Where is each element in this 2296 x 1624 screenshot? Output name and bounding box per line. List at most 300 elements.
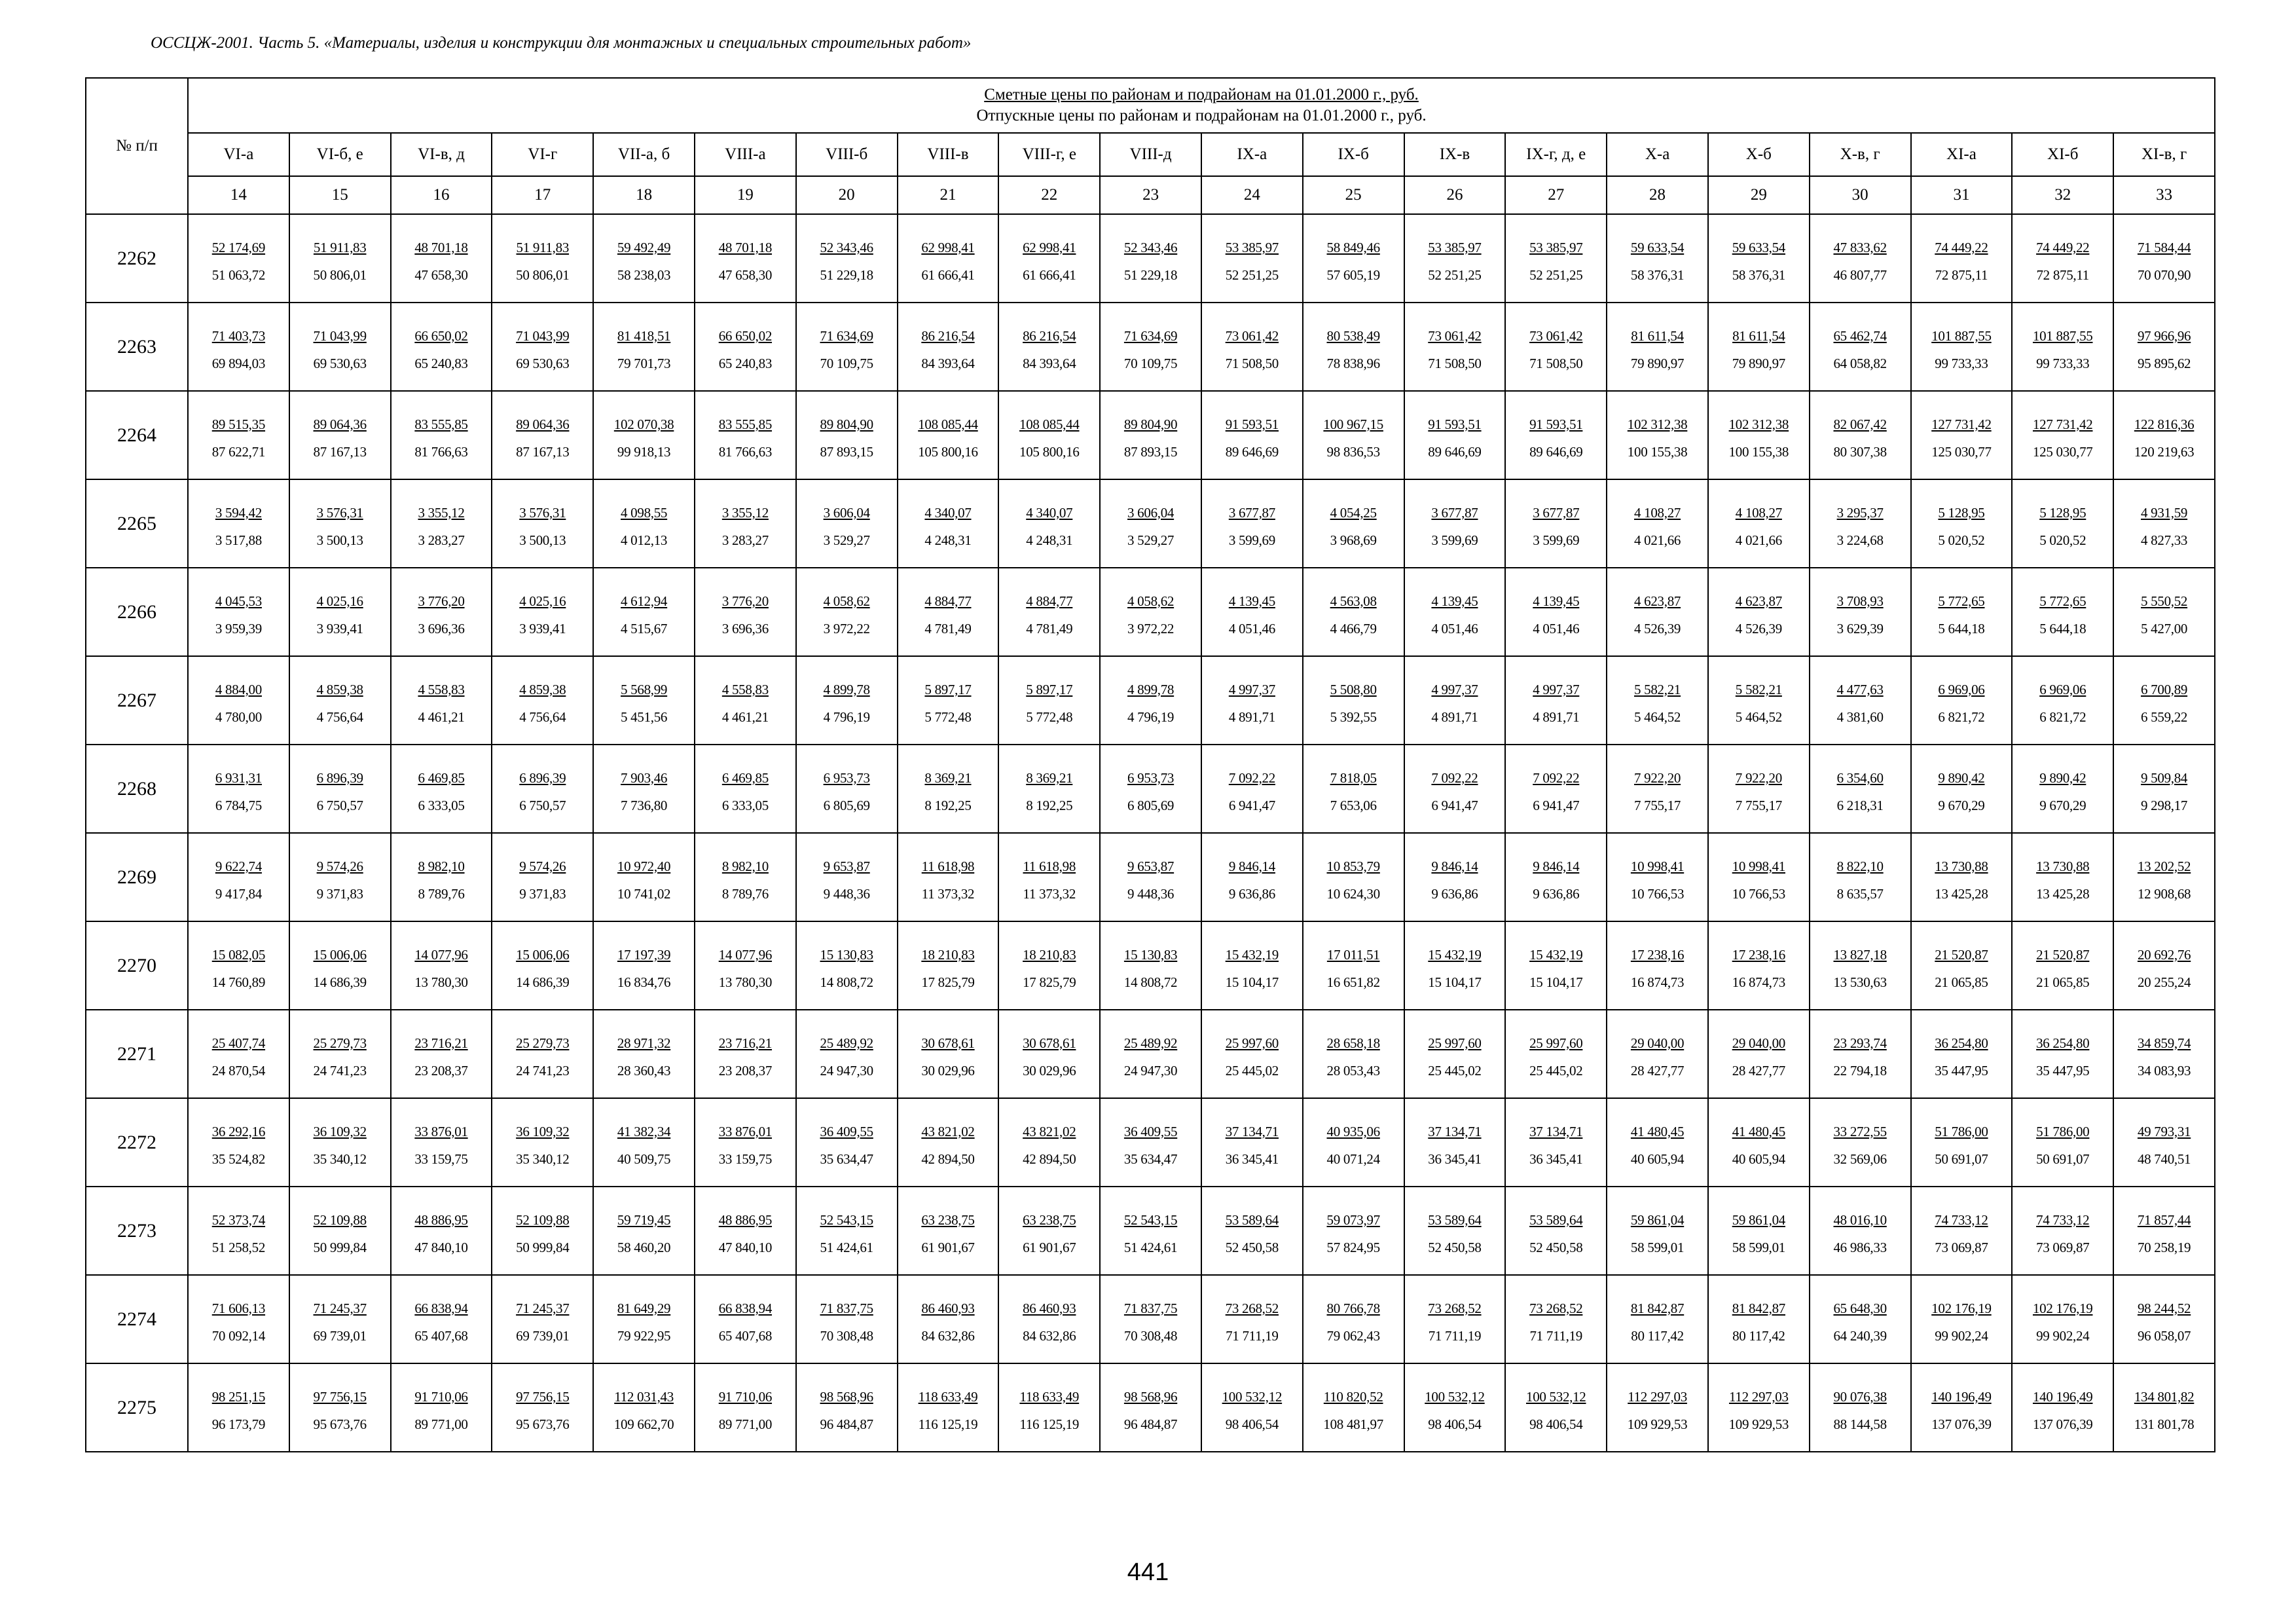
estimate-price: 71 606,13 — [211, 1300, 266, 1316]
estimate-price: 52 343,46 — [1123, 239, 1178, 255]
wholesale-price: 137 076,39 — [2032, 1416, 2093, 1432]
price-cell — [2113, 391, 2215, 479]
price-cell — [2012, 745, 2113, 833]
wholesale-price: 80 117,42 — [1732, 1327, 1785, 1344]
price-cell — [1100, 303, 1201, 391]
estimate-price: 36 254,80 — [1935, 1035, 1988, 1051]
estimate-price: 102 312,38 — [1627, 416, 1688, 432]
price-cell — [391, 391, 492, 479]
estimate-price: 4 623,87 — [1634, 593, 1681, 609]
estimate-price: 5 128,95 — [2039, 504, 2086, 521]
estimate-price: 73 061,42 — [1225, 327, 1279, 344]
price-cell — [1810, 1363, 1911, 1452]
wholesale-price: 80 307,38 — [1833, 443, 1887, 460]
wholesale-price: 70 308,48 — [820, 1327, 873, 1344]
wholesale-price: 50 806,01 — [313, 267, 367, 283]
price-cell — [593, 1363, 695, 1452]
estimate-price: 65 648,30 — [1833, 1300, 1887, 1316]
price-cell — [1810, 833, 1911, 921]
price-cell — [695, 568, 796, 656]
wholesale-price: 52 450,58 — [1428, 1239, 1482, 1255]
wholesale-price: 99 733,33 — [1935, 355, 1988, 371]
estimate-price: 59 861,04 — [1732, 1211, 1785, 1228]
wholesale-price: 95 895,62 — [2137, 355, 2191, 371]
estimate-price: 53 385,97 — [1225, 239, 1279, 255]
wholesale-price: 89 646,69 — [1225, 443, 1279, 460]
price-cell — [1505, 1363, 1607, 1452]
price-cell — [1201, 303, 1303, 391]
estimate-price: 98 568,96 — [1123, 1388, 1178, 1405]
district-header-row — [86, 133, 2215, 176]
estimate-price: 112 031,43 — [614, 1388, 674, 1405]
price-cell — [695, 656, 796, 745]
price-cell — [1505, 1275, 1607, 1363]
wholesale-price: 36 345,41 — [1225, 1151, 1279, 1167]
estimate-price: 91 710,06 — [718, 1388, 773, 1405]
price-cell — [188, 479, 289, 568]
wholesale-price: 16 874,73 — [1732, 974, 1785, 990]
price-cell — [1100, 921, 1201, 1010]
estimate-price: 127 731,42 — [1931, 416, 1992, 432]
estimate-price: 71 043,99 — [516, 327, 570, 344]
price-cell — [1303, 479, 1404, 568]
estimate-price: 53 385,97 — [1428, 239, 1482, 255]
wholesale-price: 8 192,25 — [1026, 797, 1073, 813]
estimate-price: 9 574,26 — [316, 858, 363, 874]
price-cell — [188, 1098, 289, 1187]
wholesale-price: 99 902,24 — [2036, 1327, 2090, 1344]
price-cell — [492, 303, 593, 391]
estimate-price: 4 058,62 — [1127, 593, 1175, 609]
price-cell — [492, 479, 593, 568]
estimate-price: 91 593,51 — [1428, 416, 1482, 432]
wholesale-price: 6 821,72 — [1938, 709, 1985, 725]
wholesale-price: 65 407,68 — [718, 1327, 773, 1344]
wholesale-price: 4 780,00 — [215, 709, 262, 725]
wholesale-price: 4 381,60 — [1836, 709, 1884, 725]
wholesale-price: 131 801,78 — [2134, 1416, 2195, 1432]
wholesale-price: 14 686,39 — [516, 974, 570, 990]
wholesale-price: 3 283,27 — [721, 532, 769, 548]
estimate-price: 71 634,69 — [1123, 327, 1178, 344]
price-cell — [898, 1098, 999, 1187]
price-cell — [1911, 391, 2013, 479]
price-cell — [1201, 1010, 1303, 1098]
district-header: VI-б, е — [289, 133, 391, 176]
wholesale-price: 51 424,61 — [820, 1239, 873, 1255]
estimate-price: 73 061,42 — [1428, 327, 1482, 344]
wholesale-price: 61 901,67 — [1023, 1239, 1076, 1255]
estimate-price: 89 064,36 — [313, 416, 367, 432]
wholesale-price: 51 424,61 — [1123, 1239, 1178, 1255]
price-cell — [1708, 1010, 1810, 1098]
wholesale-price: 42 894,50 — [1023, 1151, 1076, 1167]
estimate-price: 3 594,42 — [215, 504, 262, 521]
price-cell — [1100, 568, 1201, 656]
price-cell — [2012, 479, 2113, 568]
wholesale-price: 13 780,30 — [414, 974, 468, 990]
estimate-price: 4 558,83 — [418, 681, 465, 697]
estimate-price: 17 238,16 — [1732, 946, 1785, 963]
estimate-price: 4 931,59 — [2141, 504, 2188, 521]
wholesale-price: 23 208,37 — [414, 1062, 468, 1079]
estimate-price: 66 838,94 — [718, 1300, 773, 1316]
price-cell — [593, 1098, 695, 1187]
estimate-price: 73 268,52 — [1225, 1300, 1279, 1316]
estimate-price: 13 827,18 — [1833, 946, 1887, 963]
price-cell — [1607, 745, 1708, 833]
estimate-price: 28 658,18 — [1326, 1035, 1380, 1051]
price-cell — [492, 833, 593, 921]
wholesale-price: 52 450,58 — [1529, 1239, 1583, 1255]
wholesale-price: 69 894,03 — [211, 355, 266, 371]
price-cell — [1607, 1187, 1708, 1275]
wholesale-price: 9 417,84 — [215, 885, 262, 902]
estimate-price: 4 139,45 — [1228, 593, 1275, 609]
column-number: 30 — [1810, 176, 1911, 214]
price-cell — [796, 1098, 898, 1187]
price-cell — [391, 568, 492, 656]
price-cell — [1708, 1187, 1810, 1275]
estimate-price: 52 109,88 — [516, 1211, 570, 1228]
wholesale-price: 36 345,41 — [1428, 1151, 1482, 1167]
estimate-price: 74 733,12 — [1935, 1211, 1988, 1228]
price-cell — [593, 479, 695, 568]
estimate-price: 80 538,49 — [1326, 327, 1380, 344]
estimate-price: 4 884,00 — [215, 681, 262, 697]
row-number-header: № п/п — [86, 78, 188, 214]
wholesale-price: 12 908,68 — [2137, 885, 2191, 902]
price-cell — [898, 833, 999, 921]
price-cell — [188, 833, 289, 921]
estimate-price: 4 045,53 — [215, 593, 262, 609]
price-cell — [1404, 479, 1506, 568]
wholesale-price: 105 800,16 — [1019, 443, 1080, 460]
price-cell — [1607, 656, 1708, 745]
wholesale-price: 4 051,46 — [1228, 620, 1275, 637]
estimate-price: 15 432,19 — [1428, 946, 1482, 963]
price-cell — [1607, 479, 1708, 568]
estimate-price: 6 969,06 — [1938, 681, 1985, 697]
price-cell — [2012, 656, 2113, 745]
estimate-price: 5 128,95 — [1938, 504, 1985, 521]
wholesale-price: 58 599,01 — [1630, 1239, 1685, 1255]
wholesale-price: 116 125,19 — [918, 1416, 978, 1432]
estimate-price: 37 134,71 — [1529, 1123, 1583, 1139]
price-cell — [2113, 921, 2215, 1010]
price-cell — [1404, 303, 1506, 391]
price-cell — [391, 214, 492, 303]
estimate-price: 89 064,36 — [516, 416, 570, 432]
price-cell — [1911, 303, 2013, 391]
wholesale-price: 7 755,17 — [1634, 797, 1681, 813]
price-cell — [289, 568, 391, 656]
wholesale-price: 79 062,43 — [1326, 1327, 1380, 1344]
wholesale-price: 9 371,83 — [519, 885, 566, 902]
price-cell — [1100, 1010, 1201, 1098]
column-number: 22 — [998, 176, 1100, 214]
wholesale-price: 51 229,18 — [820, 267, 873, 283]
price-cell — [289, 1010, 391, 1098]
estimate-price: 8 982,10 — [418, 858, 465, 874]
price-cell — [492, 921, 593, 1010]
estimate-price: 9 653,87 — [823, 858, 870, 874]
estimate-price: 52 543,15 — [1123, 1211, 1178, 1228]
estimate-price: 102 312,38 — [1728, 416, 1789, 432]
table-body — [86, 214, 2215, 1452]
wholesale-price: 9 636,86 — [1228, 885, 1275, 902]
estimate-price: 62 998,41 — [1023, 239, 1076, 255]
wholesale-price: 4 526,39 — [1634, 620, 1681, 637]
price-cell — [898, 1275, 999, 1363]
wholesale-price: 10 766,53 — [1630, 885, 1685, 902]
wholesale-price: 71 711,19 — [1428, 1327, 1482, 1344]
district-header: VIII-в — [898, 133, 999, 176]
table-row — [86, 656, 2215, 745]
estimate-price: 63 238,75 — [921, 1211, 975, 1228]
estimate-price: 3 677,87 — [1533, 504, 1580, 521]
wholesale-price: 57 824,95 — [1326, 1239, 1380, 1255]
wholesale-price: 70 109,75 — [820, 355, 873, 371]
estimate-price: 6 469,85 — [721, 769, 769, 786]
price-cell — [796, 745, 898, 833]
wholesale-price: 40 509,75 — [617, 1151, 671, 1167]
wholesale-price: 70 092,14 — [211, 1327, 266, 1344]
estimate-price: 51 911,83 — [516, 239, 570, 255]
wholesale-price: 17 825,79 — [1023, 974, 1076, 990]
wholesale-price: 58 238,03 — [617, 267, 671, 283]
wholesale-price: 4 461,21 — [418, 709, 465, 725]
estimate-price: 23 716,21 — [718, 1035, 773, 1051]
price-cell — [1810, 303, 1911, 391]
row-number: 2275 — [86, 1363, 188, 1452]
wholesale-price: 87 622,71 — [211, 443, 266, 460]
estimate-price: 25 997,60 — [1225, 1035, 1279, 1051]
wholesale-price: 79 890,97 — [1630, 355, 1685, 371]
price-cell — [1708, 1363, 1810, 1452]
wholesale-price: 47 840,10 — [414, 1239, 468, 1255]
wholesale-price: 4 461,21 — [721, 709, 769, 725]
estimate-price: 91 593,51 — [1225, 416, 1279, 432]
estimate-price: 6 953,73 — [1127, 769, 1175, 786]
estimate-price: 7 092,22 — [1533, 769, 1580, 786]
row-number: 2273 — [86, 1187, 188, 1275]
estimate-price: 100 532,12 — [1425, 1388, 1485, 1405]
price-cell — [1201, 745, 1303, 833]
estimate-price: 4 859,38 — [316, 681, 363, 697]
price-cell — [1201, 656, 1303, 745]
price-cell — [1303, 921, 1404, 1010]
price-cell — [695, 1098, 796, 1187]
estimate-price: 3 776,20 — [721, 593, 769, 609]
price-cell — [593, 1275, 695, 1363]
estimate-price: 71 043,99 — [313, 327, 367, 344]
wholesale-price: 52 251,25 — [1529, 267, 1583, 283]
wholesale-price: 98 406,54 — [1225, 1416, 1279, 1432]
price-cell — [1505, 391, 1607, 479]
column-number: 17 — [492, 176, 593, 214]
price-cell — [1100, 391, 1201, 479]
district-header: VIII-г, е — [998, 133, 1100, 176]
wholesale-price: 5 644,18 — [1938, 620, 1985, 637]
column-number: 16 — [391, 176, 492, 214]
table-row — [86, 1010, 2215, 1098]
estimate-price: 52 109,88 — [313, 1211, 367, 1228]
estimate-price: 3 776,20 — [418, 593, 465, 609]
price-cell — [796, 1010, 898, 1098]
wholesale-price: 3 529,27 — [1127, 532, 1175, 548]
wholesale-price: 40 605,94 — [1630, 1151, 1685, 1167]
estimate-price: 5 568,99 — [621, 681, 668, 697]
estimate-price: 71 634,69 — [820, 327, 873, 344]
wholesale-price: 87 167,13 — [313, 443, 367, 460]
wholesale-price: 99 902,24 — [1935, 1327, 1988, 1344]
wholesale-price: 108 481,97 — [1323, 1416, 1383, 1432]
wholesale-price: 99 733,33 — [2036, 355, 2090, 371]
wholesale-price: 109 662,70 — [613, 1416, 674, 1432]
price-cell — [1708, 568, 1810, 656]
price-cell — [1303, 1098, 1404, 1187]
wholesale-price: 3 500,13 — [316, 532, 363, 548]
estimate-price: 86 460,93 — [921, 1300, 975, 1316]
price-cell — [796, 921, 898, 1010]
district-header: X-а — [1607, 133, 1708, 176]
wholesale-price: 81 766,63 — [414, 443, 468, 460]
estimate-price: 91 593,51 — [1529, 416, 1583, 432]
estimate-price: 5 772,65 — [2039, 593, 2086, 609]
wholesale-price: 61 901,67 — [921, 1239, 975, 1255]
wholesale-price: 9 371,83 — [316, 885, 363, 902]
wholesale-price: 50 691,07 — [1935, 1151, 1988, 1167]
wholesale-price: 9 636,86 — [1431, 885, 1478, 902]
column-number: 20 — [796, 176, 898, 214]
price-cell — [898, 745, 999, 833]
price-cell — [492, 1363, 593, 1452]
column-number: 23 — [1100, 176, 1201, 214]
district-header: X-в, г — [1810, 133, 1911, 176]
price-cell — [1708, 303, 1810, 391]
price-cell — [2113, 214, 2215, 303]
price-cell — [2012, 303, 2113, 391]
estimate-price: 25 407,74 — [211, 1035, 266, 1051]
estimate-price: 83 555,85 — [718, 416, 773, 432]
estimate-price: 14 077,96 — [414, 946, 468, 963]
wholesale-price: 8 192,25 — [924, 797, 972, 813]
price-cell — [188, 1275, 289, 1363]
price-cell — [898, 479, 999, 568]
estimate-price: 86 216,54 — [921, 327, 975, 344]
wholesale-price: 6 333,05 — [418, 797, 465, 813]
wholesale-price: 13 425,28 — [1935, 885, 1988, 902]
table-row — [86, 833, 2215, 921]
wholesale-price: 9 670,29 — [2039, 797, 2086, 813]
estimate-price: 15 432,19 — [1225, 946, 1279, 963]
price-cell — [289, 1363, 391, 1452]
estimate-price: 71 837,75 — [1123, 1300, 1178, 1316]
estimate-price: 4 997,37 — [1431, 681, 1478, 697]
estimate-price: 51 786,00 — [1935, 1123, 1988, 1139]
estimate-price: 4 997,37 — [1533, 681, 1580, 697]
price-cell — [898, 303, 999, 391]
wholesale-price: 24 947,30 — [1123, 1062, 1178, 1079]
wholesale-price: 6 333,05 — [721, 797, 769, 813]
price-cell — [1404, 214, 1506, 303]
price-cell — [188, 303, 289, 391]
price-cell — [898, 214, 999, 303]
price-cell — [1810, 656, 1911, 745]
price-cell — [1505, 745, 1607, 833]
wholesale-price: 8 789,76 — [418, 885, 465, 902]
estimate-price: 81 842,87 — [1630, 1300, 1685, 1316]
wholesale-price: 6 784,75 — [215, 797, 262, 813]
wholesale-price: 4 248,31 — [924, 532, 972, 548]
price-cell — [1201, 568, 1303, 656]
price-cell — [1810, 1098, 1911, 1187]
price-cell — [289, 1098, 391, 1187]
wholesale-price: 25 445,02 — [1225, 1062, 1279, 1079]
estimate-price: 5 582,21 — [1634, 681, 1681, 697]
wholesale-price: 6 941,47 — [1533, 797, 1580, 813]
wholesale-price: 109 929,53 — [1728, 1416, 1789, 1432]
estimate-price: 25 489,92 — [1123, 1035, 1178, 1051]
estimate-price: 4 340,07 — [1026, 504, 1073, 521]
price-table — [85, 77, 2215, 1452]
price-cell — [898, 1363, 999, 1452]
estimate-price: 102 176,19 — [1931, 1300, 1992, 1316]
wholesale-price: 3 529,27 — [823, 532, 870, 548]
estimate-price: 118 633,49 — [1019, 1388, 1080, 1405]
price-cell — [898, 921, 999, 1010]
estimate-price: 23 293,74 — [1833, 1035, 1887, 1051]
price-cell — [188, 921, 289, 1010]
wholesale-price: 14 760,89 — [211, 974, 266, 990]
wholesale-price: 120 219,63 — [2134, 443, 2195, 460]
price-cell — [1100, 745, 1201, 833]
price-cell — [289, 214, 391, 303]
estimate-price: 17 011,51 — [1326, 946, 1380, 963]
price-cell — [1505, 214, 1607, 303]
wholesale-price: 95 673,76 — [313, 1416, 367, 1432]
estimate-price: 81 611,54 — [1732, 327, 1785, 344]
estimate-price: 98 251,15 — [211, 1388, 266, 1405]
price-cell — [1404, 656, 1506, 745]
price-cell — [2113, 745, 2215, 833]
price-cell — [1911, 214, 2013, 303]
estimate-price: 110 820,52 — [1323, 1388, 1383, 1405]
wholesale-price: 35 340,12 — [516, 1151, 570, 1167]
estimate-price: 140 196,49 — [2032, 1388, 2093, 1405]
wholesale-price: 46 986,33 — [1833, 1239, 1887, 1255]
price-cell — [188, 745, 289, 833]
wholesale-price: 6 941,47 — [1228, 797, 1275, 813]
wholesale-price: 58 599,01 — [1732, 1239, 1785, 1255]
price-cell — [998, 1275, 1100, 1363]
price-cell — [593, 833, 695, 921]
estimate-price: 81 418,51 — [617, 327, 671, 344]
wholesale-price: 89 646,69 — [1529, 443, 1583, 460]
wholesale-price: 72 875,11 — [1935, 267, 1988, 283]
estimate-price: 25 279,73 — [313, 1035, 367, 1051]
price-cell — [998, 1187, 1100, 1275]
estimate-price: 89 515,35 — [211, 416, 266, 432]
price-cell — [898, 391, 999, 479]
estimate-price: 4 899,78 — [823, 681, 870, 697]
wholesale-price: 98 406,54 — [1428, 1416, 1482, 1432]
estimate-price: 4 108,27 — [1634, 504, 1681, 521]
column-number: 19 — [695, 176, 796, 214]
price-cell — [1607, 1275, 1708, 1363]
estimate-price: 97 966,96 — [2137, 327, 2191, 344]
